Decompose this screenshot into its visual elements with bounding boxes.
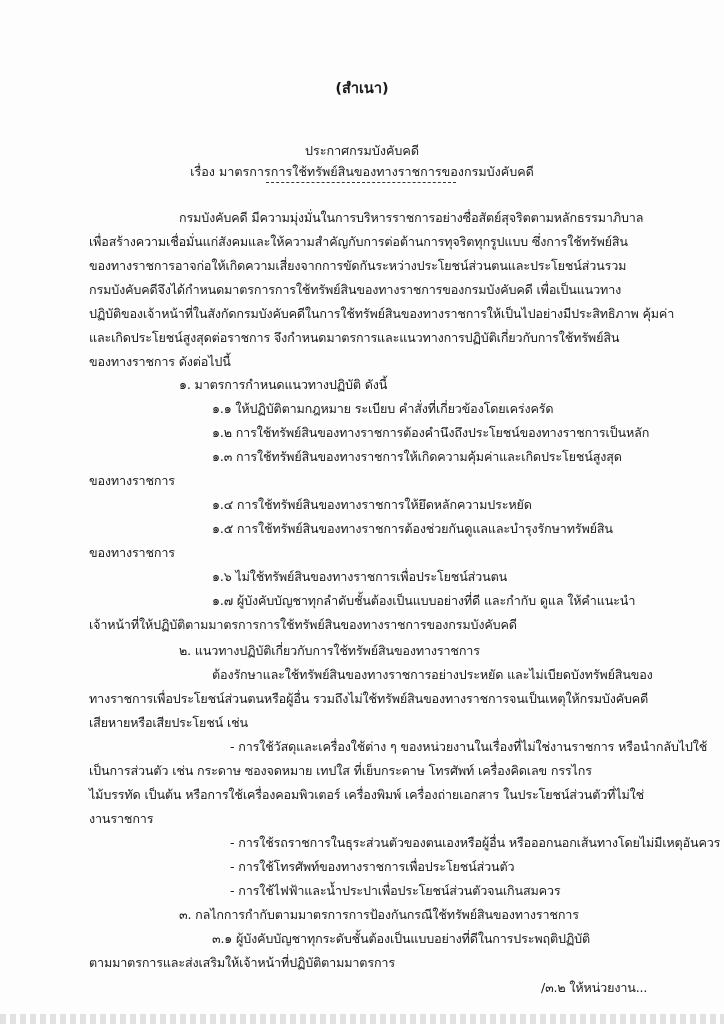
section1-item-1-3: ๑.๓ การใช้ทรัพย์สินของทางราชการให้เกิดความคุ้มค่าและเกิดประโยชน์สูงสุด <box>212 449 622 464</box>
section2-bullet3: - การใช้โทรศัพท์ของทางราชการเพื่อประโยชน์ส่วนตัว <box>230 859 515 874</box>
section2-bullet1-line-2: เป็นการส่วนตัว เช่น กระดาษ ซองจดหมาย เทปใส ที่เย็บกระดาษ โทรศัพท์ เครื่องคิดเลข กรรไกร <box>89 763 592 778</box>
section2-para-line-1: ต้องรักษาและใช้ทรัพย์สินของทางราชการอย่างประหยัด และไม่เบียดบังทรัพย์สินของ <box>212 667 653 682</box>
intro-line-5: ปฏิบัติของเจ้าหน้าที่ในสังกัดกรมบังคับคดีในการใช้ทรัพย์สินของทางราชการให้เป็นไปอย่างมีประสิทธิภาพ คุ้มค่า <box>89 306 675 321</box>
intro-line-1: กรมบังคับคดี มีความมุ่งมั่นในการบริหารราชการอย่างซื่อสัตย์สุจริตตามหลักธรรมาภิบาล <box>179 210 644 225</box>
section2-bullet1-line-4: งานราชการ <box>89 811 154 826</box>
intro-line-7: ของทางราชการ ดังต่อไปนี้ <box>89 354 231 369</box>
section2-para-line-2: ทางราชการเพื่อประโยชน์ส่วนตนหรือผู้อื่น รวมถึงไม่ใช้ทรัพย์สินของทางราชการจนเป็นเหตุให้กรมบังคับคดี <box>89 691 649 706</box>
section2-bullet4: - การใช้ไฟฟ้าและน้ำประปาเพื่อประโยชน์ส่วนตัวจนเกินสมควร <box>230 883 561 898</box>
section1-item-1-5-cont: ของทางราชการ <box>89 545 175 560</box>
section2-para-line-3: เสียหายหรือเสียประโยชน์ เช่น <box>89 715 248 730</box>
section1-item-1-4: ๑.๔ การใช้ทรัพย์สินของทางราชการให้ยึดหลักความประหยัด <box>212 497 532 512</box>
announcement-title: ประกาศกรมบังคับคดี <box>304 143 420 158</box>
copy-mark: (สำเนา) <box>335 81 389 97</box>
section3-heading: ๓. กลไกการกำกับตามมาตรการการป้องกันกรณีใช้ทรัพย์สินของทางราชการ <box>179 907 579 922</box>
scan-bottom-edge <box>0 1014 724 1024</box>
section1-item-1-1: ๑.๑ ให้ปฏิบัติตามกฎหมาย ระเบียบ คำสั่งที่เกี่ยวข้องโดยเคร่งครัด <box>212 401 554 416</box>
title-divider <box>266 182 456 184</box>
section2-heading: ๒. แนวทางปฏิบัติเกี่ยวกับการใช้ทรัพย์สินของทางราชการ <box>179 643 480 658</box>
section1-item-1-7-cont: เจ้าหน้าที่ให้ปฏิบัติตามมาตรการการใช้ทรัพย์สินของทางราชการของกรมบังคับคดี <box>89 617 517 632</box>
section2-bullet1-line-1: - การใช้วัสดุและเครื่องใช้ต่าง ๆ ของหน่วยงานในเรื่องที่ไม่ใช่งานราชการ หรือนำกลับไปใช้ <box>230 739 708 754</box>
section1-item-1-5: ๑.๕ การใช้ทรัพย์สินของทางราชการต้องช่วยกันดูแลและบำรุงรักษาทรัพย์สิน <box>212 521 613 536</box>
intro-line-2: เพื่อสร้างความเชื่อมั่นแก่สังคมและให้ความสำคัญกับการต่อต้านการทุจริตทุกรูปแบบ ซึ่งการใช้ทรัพย์สิน <box>89 234 628 249</box>
intro-line-6: และเกิดประโยชน์สูงสุดต่อราชการ จึงกำหนดมาตรการและแนวทางการปฏิบัติเกี่ยวกับการใช้ทรัพย์สิน <box>89 330 620 345</box>
section1-item-1-7: ๑.๗ ผู้บังคับบัญชาทุกลำดับชั้นต้องเป็นแบบอย่างที่ดี และกำกับ ดูแล ให้คำแนะนำ <box>212 593 636 608</box>
intro-line-4: กรมบังคับคดีจึงได้กำหนดมาตรการการใช้ทรัพย์สินของทางราชการของกรมบังคับคดี เพื่อเป็นแนวทาง <box>89 282 622 297</box>
page-continuation: /๓.๒ ให้หน่วยงาน... <box>541 980 648 995</box>
section1-item-1-3-cont: ของทางราชการ <box>89 473 175 488</box>
intro-line-3: ของทางราชการอาจก่อให้เกิดความเสี่ยงจากการขัดกันระหว่างประโยชน์ส่วนตนและประโยชน์ส่วนรวม <box>89 258 627 273</box>
section2-bullet1-line-3: ไม้บรรทัด เป็นต้น หรือการใช้เครื่องคอมพิวเตอร์ เครื่องพิมพ์ เครื่องถ่ายเอกสาร ในประโยชน์ส่วนตัวที่ไม่ใช่ <box>89 787 645 802</box>
subject-line: เรื่อง มาตรการการใช้ทรัพย์สินของทางราชการของกรมบังคับคดี <box>190 164 534 179</box>
section3-item-3-1-cont: ตามมาตรการและส่งเสริมให้เจ้าหน้าที่ปฏิบัติตามมาตรการ <box>89 955 395 970</box>
section1-heading: ๑. มาตรการกำหนดแนวทางปฏิบัติ ดังนี้ <box>179 377 388 392</box>
section2-bullet2: - การใช้รถราชการในธุระส่วนตัวของตนเองหรือผู้อื่น หรือออกนอกเส้นทางโดยไม่มีเหตุอันควร <box>230 835 721 850</box>
section1-item-1-6: ๑.๖ ไม่ใช้ทรัพย์สินของทางราชการเพื่อประโยชน์ส่วนตน <box>212 569 508 584</box>
section1-item-1-2: ๑.๒ การใช้ทรัพย์สินของทางราชการต้องคำนึงถึงประโยชน์ของทางราชการเป็นหลัก <box>212 425 650 440</box>
section3-item-3-1: ๓.๑ ผู้บังคับบัญชาทุกระดับชั้นต้องเป็นแบบอย่างที่ดีในการประพฤติปฏิบัติ <box>212 931 591 946</box>
